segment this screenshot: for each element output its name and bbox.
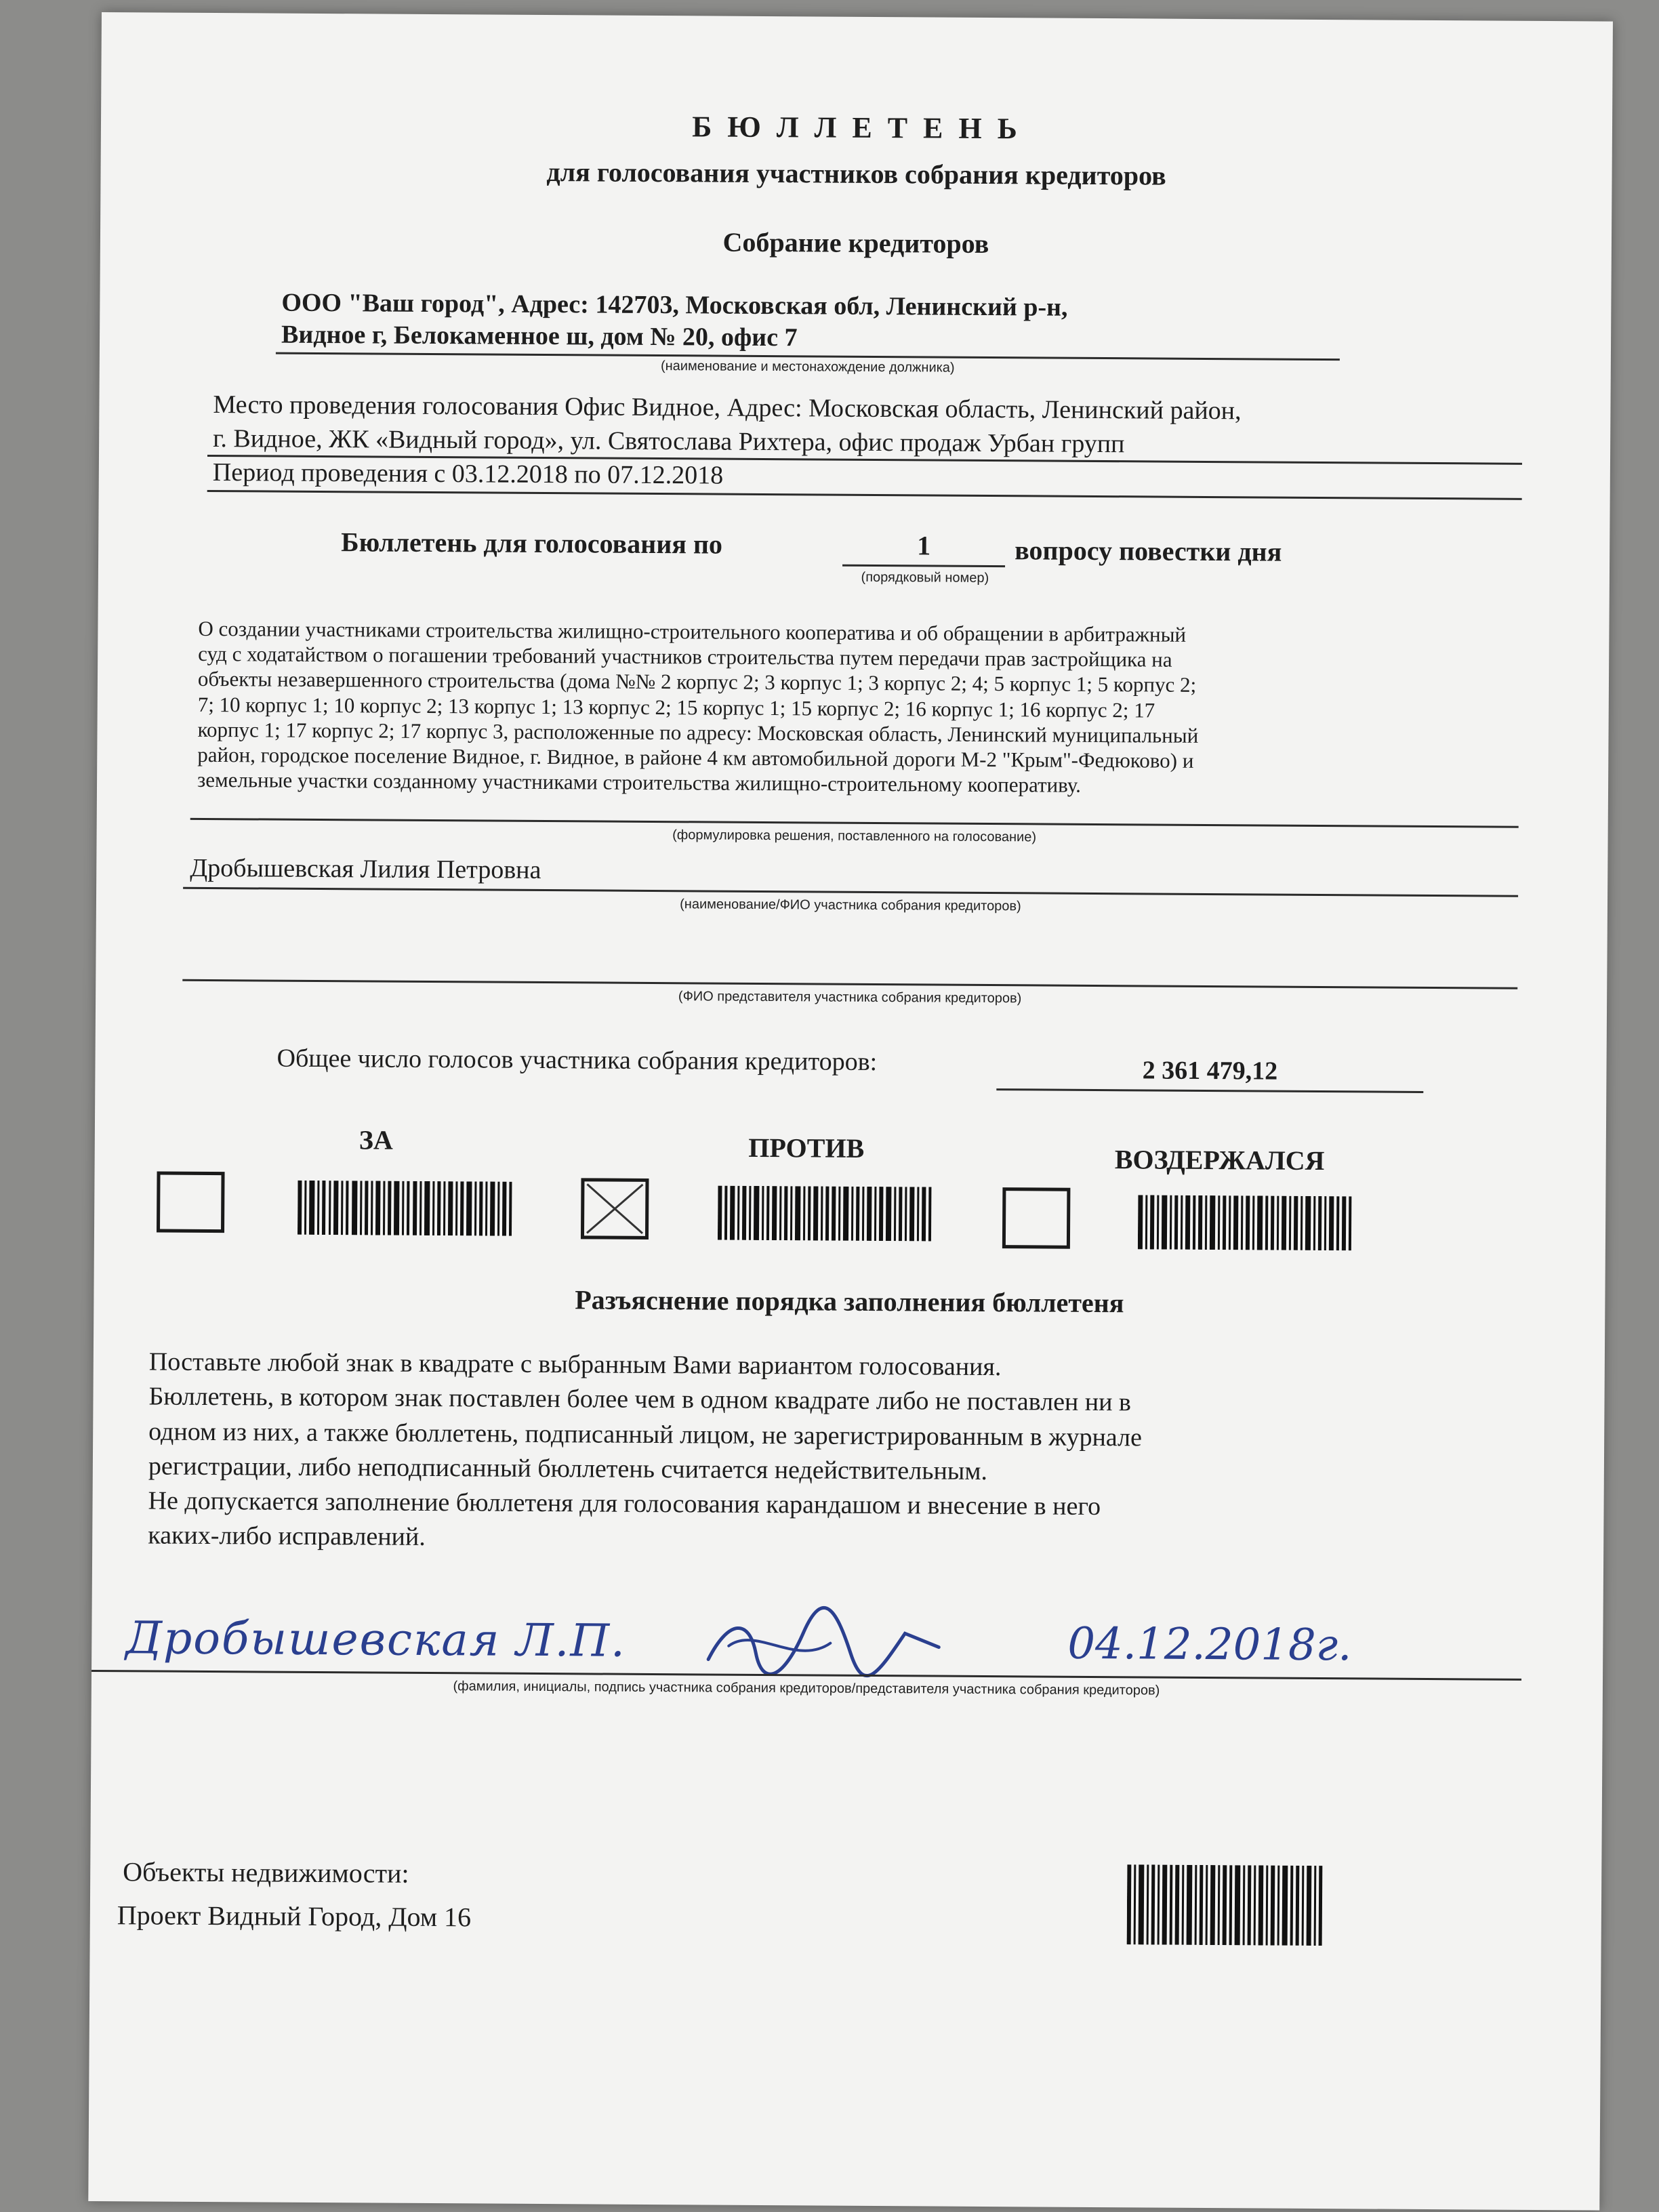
representative-caption: (ФИО представителя участника собрания кредиторов) — [678, 989, 1022, 1006]
question-prefix: Бюллетень для голосования по — [341, 527, 723, 560]
cross-mark-icon — [584, 1181, 645, 1236]
option-against-label: ПРОТИВ — [748, 1132, 865, 1164]
instruction-line: Бюллетень, в котором знак поставлен более чем в одном квадрате либо не поставлен ни в — [148, 1382, 1132, 1417]
vote-against-checkbox[interactable] — [581, 1178, 649, 1240]
participant-name-caption: (наименование/ФИО участника собрания кредиторов) — [680, 897, 1021, 914]
decision-caption: (формулировка решения, поставленного на голосование) — [672, 827, 1037, 845]
debtor-line-1: ООО "Ваш город", Адрес: 142703, Московская обл, Ленинский р-н, — [281, 288, 1068, 322]
decision-line: район, городское поселение Видное, г. Видное, в районе 4 км автомобильной дороги М-2 "Крым"-Федюково) и — [197, 742, 1194, 773]
decision-line: суд с ходатайством о погашении требований участников строительства путем передачи прав застройщика на — [198, 642, 1172, 672]
document-subtitle: для голосования участников собрания кредиторов — [546, 157, 1166, 191]
question-number-caption: (порядковый номер) — [861, 569, 989, 586]
decision-line: земельные участки созданному участниками строительства жилищно-строительному кооперативу. — [197, 768, 1082, 797]
venue-line-1: Место проведения голосования Офис Видное, Адрес: Московская область, Ленинский район, — [213, 390, 1242, 426]
vote-for-barcode — [298, 1181, 514, 1236]
question-number-underline — [842, 565, 1005, 567]
property-barcode — [1127, 1864, 1324, 1946]
meeting-type: Собрание кредиторов — [722, 226, 989, 260]
property-label: Объекты недвижимости: — [123, 1856, 409, 1889]
option-for-label: ЗА — [359, 1124, 393, 1155]
signature-caption: (фамилия, инициалы, подпись участника собрания кредиторов/представителя участника собрания кредиторов) — [453, 1679, 1160, 1698]
vote-against-barcode — [718, 1186, 935, 1242]
votes-value: 2 361 479,12 — [1142, 1056, 1278, 1086]
property-value: Проект Видный Город, Дом 16 — [117, 1900, 472, 1933]
decision-text — [197, 616, 1527, 800]
vote-abstain-barcode — [1138, 1195, 1355, 1250]
handwritten-signature-name: Дробышевская Л.П. — [125, 1612, 627, 1667]
question-number: 1 — [917, 530, 931, 561]
venue-line-2: г. Видное, ЖК «Видный город», ул. Святослава Рихтера, офис продаж Урбан групп — [213, 424, 1125, 459]
question-suffix: вопросу повестки дня — [1015, 535, 1282, 567]
option-abstain-label: ВОЗДЕРЖАЛСЯ — [1114, 1144, 1325, 1176]
ballot-sheet — [88, 12, 1613, 2211]
participant-name: Дробышевская Лилия Петровна — [190, 853, 541, 884]
instruction-line: Не допускается заполнение бюллетеня для голосования карандашом и внесение в него — [148, 1486, 1101, 1521]
decision-line: корпус 1; 17 корпус 2; 17 корпус 3, расположенные по адресу: Московская область, Ленинский муниципальный — [197, 717, 1199, 747]
instruction-paragraph-1: Поставьте любой знак в квадрате с выбранным Вами вариантом голосования. — [148, 1347, 1002, 1382]
debtor-caption: (наименование и местонахождение должника) — [660, 359, 955, 375]
vote-for-checkbox[interactable] — [157, 1172, 225, 1233]
decision-line: О создании участниками строительства жилищно-строительного кооператива и об обращении в арбитражный — [198, 616, 1187, 647]
debtor-line-2: Видное г, Белокаменное ш, дом № 20, офис 7 — [281, 320, 798, 352]
instruction-line: одном из них, а также бюллетень, подписанный лицом, не зарегистрированным в журнале — [148, 1417, 1143, 1452]
vote-abstain-checkbox[interactable] — [1002, 1187, 1071, 1249]
voting-period: Период проведения с 03.12.2018 по 07.12.2018 — [212, 458, 724, 490]
instruction-line: каких-либо исправлений. — [148, 1521, 426, 1552]
period-underline — [207, 490, 1522, 500]
votes-label: Общее число голосов участника собрания кредиторов: — [276, 1044, 878, 1077]
instructions-heading: Разъяснение порядка заполнения бюллетеня — [575, 1284, 1124, 1319]
decision-line: 7; 10 корпус 1; 10 корпус 2; 13 корпус 1; 13 корпус 2; 15 корпус 1; 15 корпус 2; 16 корпус 1; 16 корпус 2; 17 — [197, 692, 1155, 722]
instruction-line: регистрации, либо неподписанный бюллетень считается недействительным. — [148, 1452, 988, 1486]
document-title: Б Ю Л Л Е Т Е Н Ь — [692, 110, 1021, 146]
instructions-body — [148, 1345, 1143, 1559]
decision-line: объекты незавершенного строительства (дома №№ 2 корпус 2; 3 корпус 1; 3 корпус 2; 4; 5 корпус 1; 5 корпус 2; — [197, 667, 1197, 697]
votes-underline — [996, 1088, 1423, 1093]
handwritten-date: 04.12.2018г. — [1067, 1618, 1352, 1671]
